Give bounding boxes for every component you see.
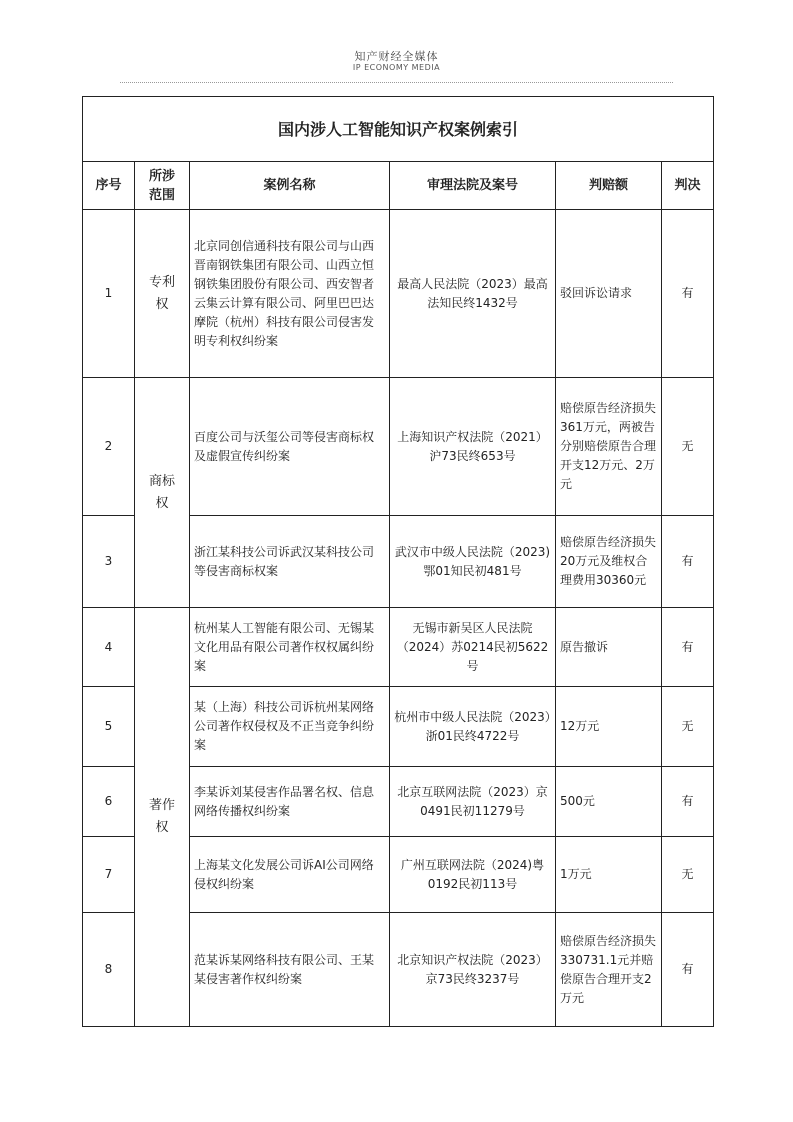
col-header-amount: 判赔额	[556, 162, 662, 210]
col-header-court: 审理法院及案号	[390, 162, 556, 210]
table-row	[83, 210, 714, 378]
brand-name-en: IP ECONOMY MEDIA	[352, 63, 441, 72]
row-no: 6	[83, 767, 135, 837]
case-name: 某（上海）科技公司诉杭州某网络公司著作权侵权及不正当竞争纠纷案	[190, 687, 390, 767]
verdict: 有	[662, 767, 714, 837]
col-header-case-name: 案例名称	[190, 162, 390, 210]
table-header-row	[83, 162, 714, 210]
verdict: 无	[662, 687, 714, 767]
court-case-no: 武汉市中级人民法院（2023)鄂01知民初481号	[390, 516, 556, 608]
verdict: 有	[662, 210, 714, 378]
case-name: 杭州某人工智能有限公司、无锡某文化用品有限公司著作权权属纠纷案	[190, 608, 390, 687]
award-amount: 1万元	[556, 837, 662, 913]
case-name: 北京同创信通科技有限公司与山西晋南钢铁集团有限公司、山西立恒钢铁集团股份有限公司、西安智者云集云计算有限公司、阿里巴巴达摩院（杭州）科技有限公司侵害发明专利权纠纷案	[190, 210, 390, 378]
case-name: 李某诉刘某侵害作品署名权、信息网络传播权纠纷案	[190, 767, 390, 837]
row-no: 3	[83, 516, 135, 608]
row-no: 1	[83, 210, 135, 378]
award-amount: 赔偿原告经济损失20万元及维权合理费用30360元	[556, 516, 662, 608]
award-amount: 驳回诉讼请求	[556, 210, 662, 378]
verdict: 有	[662, 913, 714, 1027]
table-title: 国内涉人工智能知识产权案例索引	[83, 97, 714, 162]
case-name: 浙江某科技公司诉武汉某科技公司等侵害商标权案	[190, 516, 390, 608]
court-case-no: 上海知识产权法院（2021）沪73民终653号	[390, 378, 556, 516]
award-amount: 500元	[556, 767, 662, 837]
court-case-no: 北京互联网法院（2023）京0491民初11279号	[390, 767, 556, 837]
verdict: 无	[662, 837, 714, 913]
case-name: 范某诉某网络科技有限公司、王某某侵害著作权纠纷案	[190, 913, 390, 1027]
row-no: 4	[83, 608, 135, 687]
award-amount: 赔偿原告经济损失361万元，两被告分别赔偿原告合理开支12万元、2万元	[556, 378, 662, 516]
brand-name-cn: 知产财经全媒体	[354, 50, 439, 63]
case-index-table	[82, 96, 714, 1027]
court-case-no: 最高人民法院（2023）最高法知民终1432号	[390, 210, 556, 378]
court-case-no: 广州互联网法院（2024)粤0192民初113号	[390, 837, 556, 913]
row-no: 7	[83, 837, 135, 913]
scope-copyright: 著作权	[135, 608, 190, 1027]
col-header-scope: 所涉范围	[135, 162, 190, 210]
col-header-no: 序号	[83, 162, 135, 210]
verdict: 有	[662, 608, 714, 687]
verdict: 有	[662, 516, 714, 608]
award-amount: 原告撤诉	[556, 608, 662, 687]
col-header-verdict: 判决	[662, 162, 714, 210]
scope-trademark: 商标权	[135, 378, 190, 608]
case-name: 百度公司与沃玺公司等侵害商标权及虚假宣传纠纷案	[190, 378, 390, 516]
scope-patent: 专利权	[135, 210, 190, 378]
court-case-no: 无锡市新吴区人民法院（2024）苏0214民初5622号	[390, 608, 556, 687]
court-case-no: 杭州市中级人民法院（2023）浙01民终4722号	[390, 687, 556, 767]
row-no: 2	[83, 378, 135, 516]
page-header	[0, 50, 793, 73]
court-case-no: 北京知识产权法院（2023）京73民终3237号	[390, 913, 556, 1027]
table-row	[83, 608, 714, 687]
row-no: 5	[83, 687, 135, 767]
case-name: 上海某文化发展公司诉AI公司网络侵权纠纷案	[190, 837, 390, 913]
award-amount: 12万元	[556, 687, 662, 767]
award-amount: 赔偿原告经济损失330731.1元并赔偿原告合理开支2万元	[556, 913, 662, 1027]
table-row	[83, 378, 714, 516]
verdict: 无	[662, 378, 714, 516]
row-no: 8	[83, 913, 135, 1027]
header-divider	[120, 82, 673, 83]
